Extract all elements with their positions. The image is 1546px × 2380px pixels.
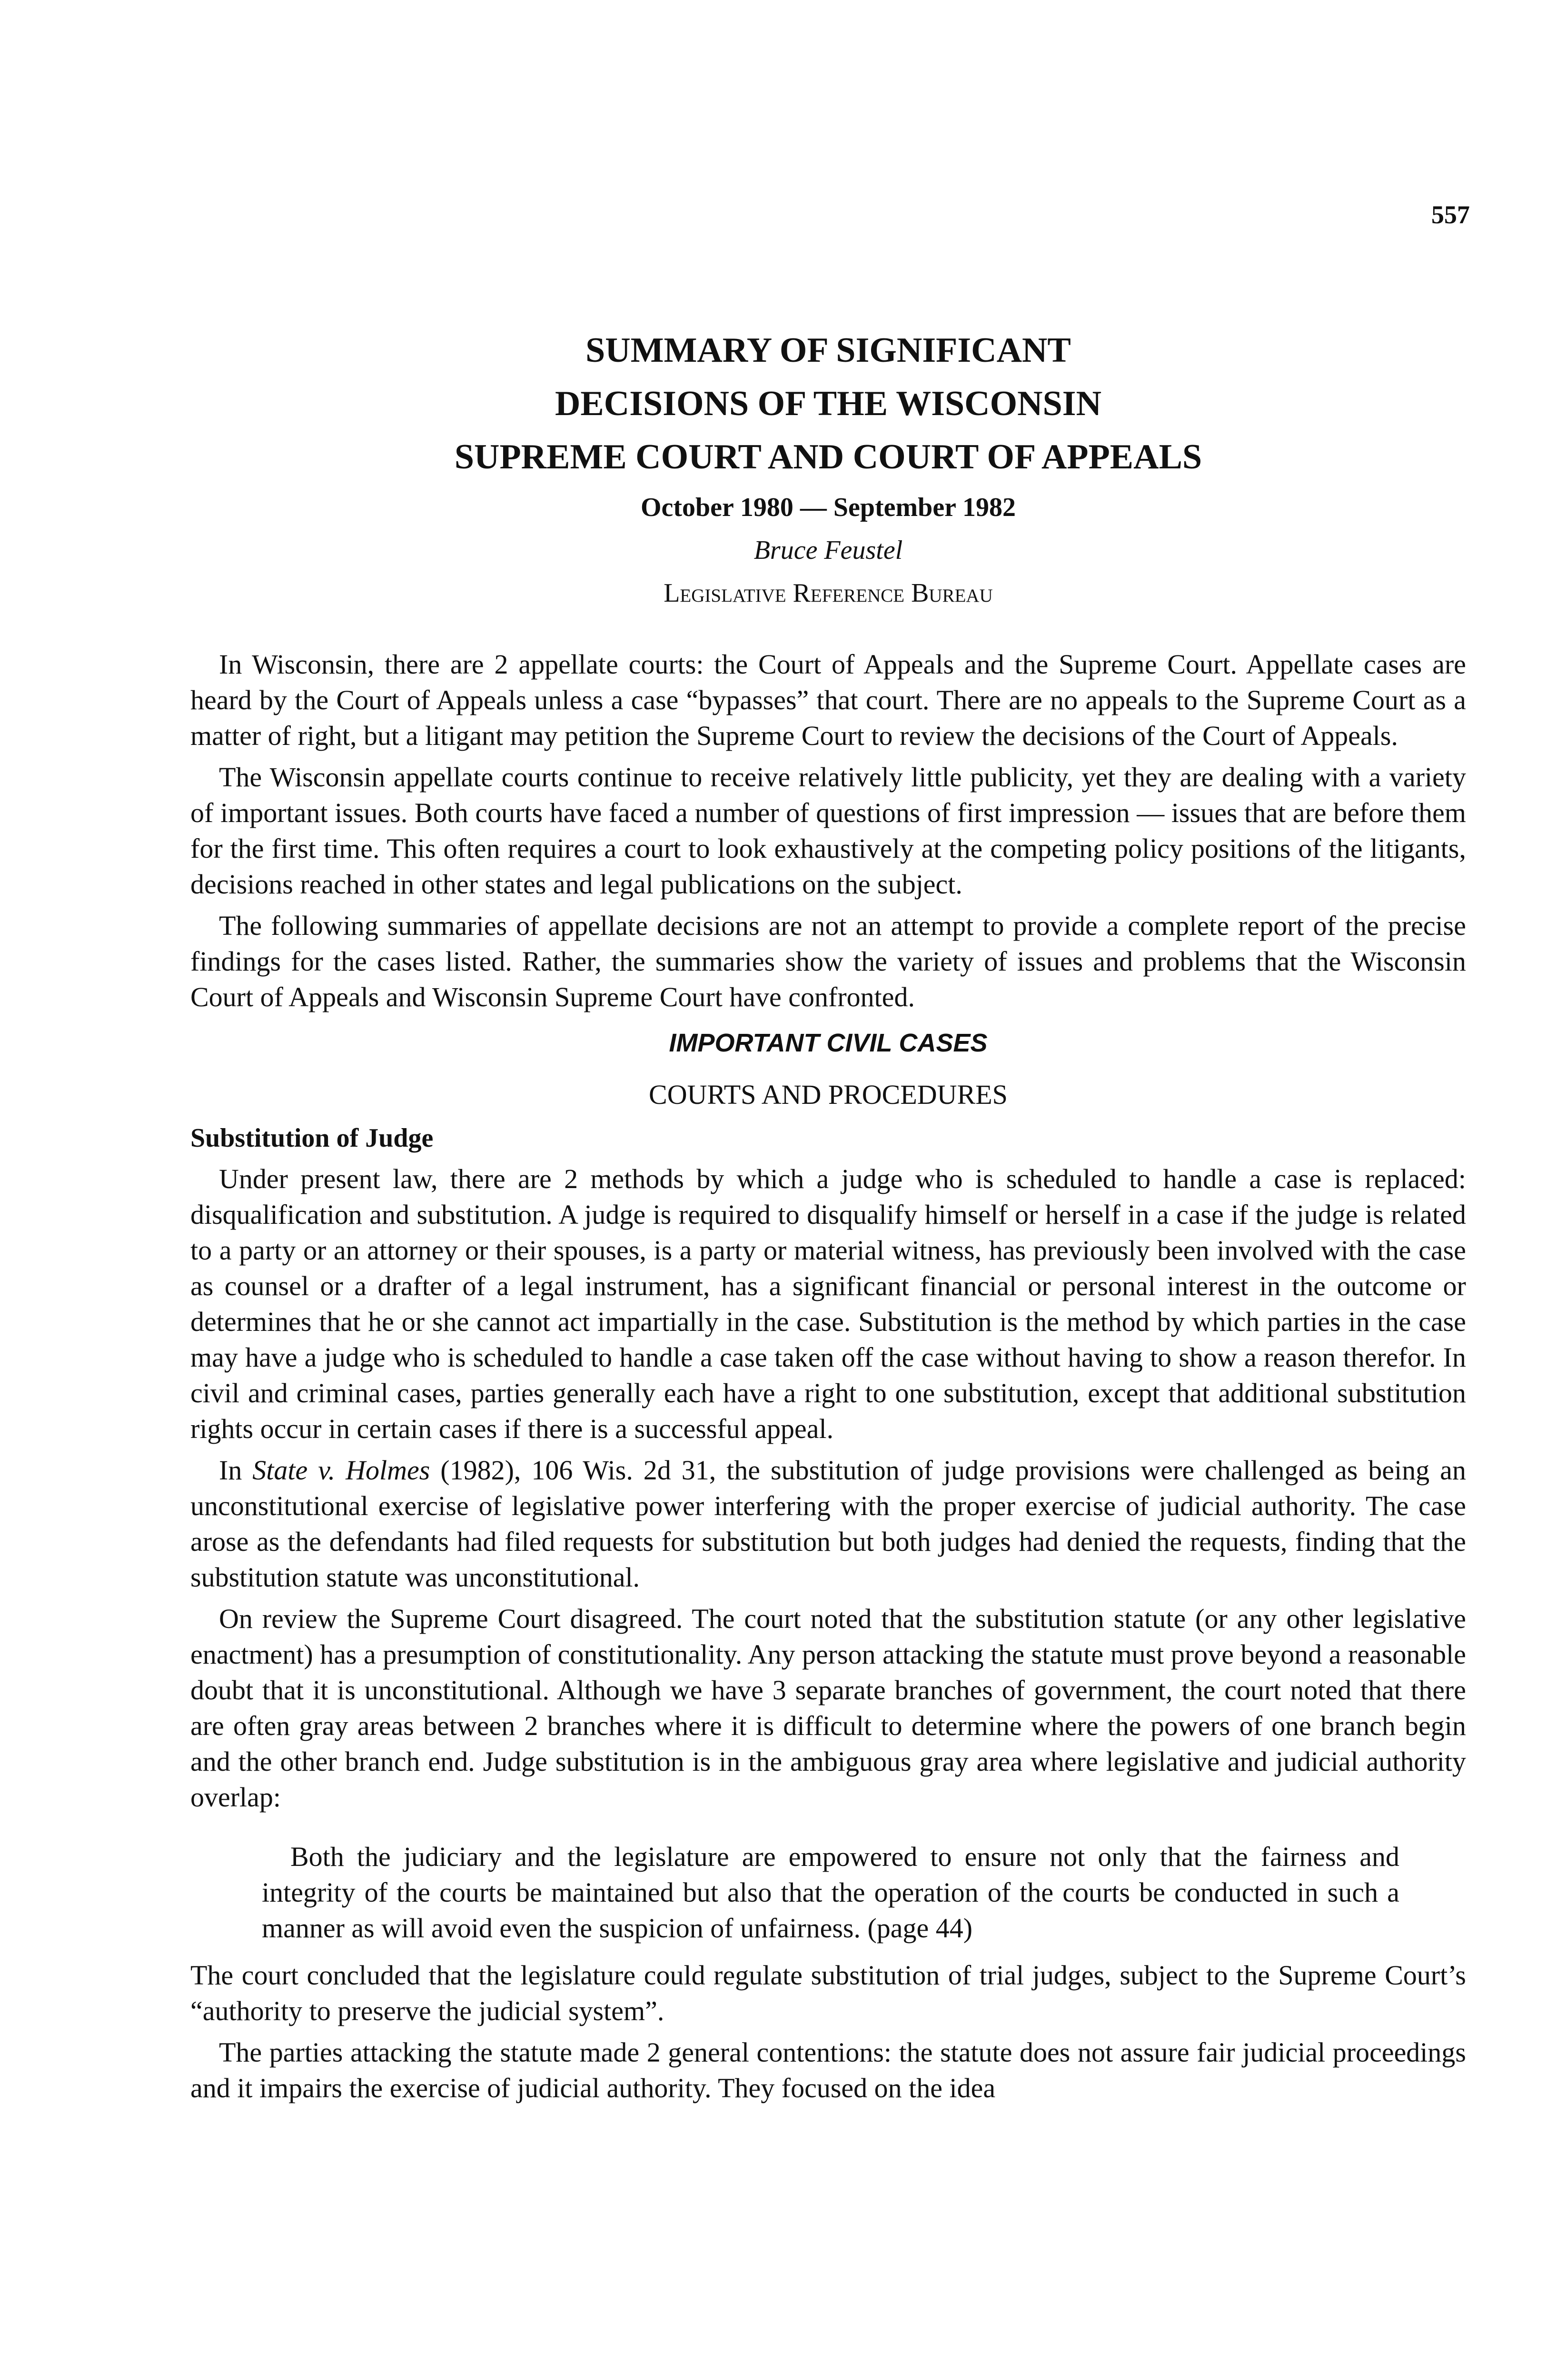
subsection-heading: COURTS AND PROCEDURES <box>649 1079 1008 1110</box>
body-paragraph-3: On review the Supreme Court disagreed. The court noted that the substitution statute (or any other legislative enactment) has a presumption of constitutionality. Any person attacking the statute must prove beyond a reasonable doubt that it is unconstitutional. Although we have 3 separate branches of government, the court noted that there are often gray areas between 2 branches where it is difficult to determine where the powers of one branch begin and the other branch end. Judge substitution is in the ambiguous gray area where legislative and judicial authority overlap: <box>190 1603 1466 1813</box>
author: Bruce Feustel <box>753 536 903 565</box>
case-name: State v. Holmes <box>252 1455 430 1486</box>
topic-heading: Substitution of Judge <box>190 1123 434 1153</box>
organization: Legislative Reference Bureau <box>664 578 993 608</box>
page-number: 557 <box>1431 200 1470 229</box>
title-line-2: DECISIONS OF THE WISCONSIN <box>555 384 1102 423</box>
block-quote: Both the judiciary and the legislature are empowered to ensure not only that the fairness and integrity of the courts be maintained but also that the operation of the courts be conducted in such a manner as will avoid even the suspicion of unfairness. (page 44) <box>262 1841 1399 1944</box>
article <box>190 324 1466 2106</box>
body-paragraph-4: The court concluded that the legislature could regulate substitution of trial judges, subject to the Supreme Court’s “authority to preserve the judicial system”. <box>190 1960 1466 2026</box>
title-line-1: SUMMARY OF SIGNIFICANT <box>585 331 1071 370</box>
body-paragraph-5: The parties attacking the statute made 2 general contentions: the statute does not assure fair judicial proceedings and it impairs the exercise of judicial authority. They focused on the idea <box>190 2037 1466 2103</box>
body-paragraph-1: Under present law, there are 2 methods by which a judge who is scheduled to handle a case is replaced: disqualification and substitution. A judge is required to disqualify himself or herself in a case if the judge is related to a party or an attorney or their spouses, is a party or material witness, has previously been involved with the case as counsel or a drafter of a legal instrument, has a significant financial or personal interest in the outcome or determines that he or she cannot act impartially in the case. Substitution is the method by which parties in the case may have a judge who is scheduled to handle a case taken off the case without having to show a reason therefor. In civil and criminal cases, parties generally each have a right to one substitution, except that additional substitution rights occur in certain cases if there is a successful appeal. <box>190 1163 1466 1444</box>
intro-paragraph-1: In Wisconsin, there are 2 appellate courts: the Court of Appeals and the Supreme Court. Appellate cases are heard by the Court of Appeals unless a case “bypasses” that court. There are no appeals to the Supreme Court as a matter of right, but a litigant may petition the Supreme Court to review the decisions of the Court of Appeals. <box>190 649 1466 751</box>
date-range: October 1980 — September 1982 <box>640 493 1016 522</box>
intro-paragraph-3: The following summaries of appellate decisions are not an attempt to provide a complete report of the precise findings for the cases listed. Rather, the summaries show the variety of issues and problems that the Wisconsin Court of Appeals and Wisconsin Supreme Court have confronted. <box>190 910 1466 1012</box>
intro-paragraph-2: The Wisconsin appellate courts continue to receive relatively little publicity, yet they are dealing with a variety of important issues. Both courts have faced a number of questions of first impression — issues that are before them for the first time. This often requires a court to look exhaustively at the competing policy positions of the litigants, decisions reached in other states and legal publications on the subject. <box>190 762 1466 900</box>
section-heading: IMPORTANT CIVIL CASES <box>669 1029 988 1057</box>
body-paragraph-2-prefix: In <box>219 1455 253 1486</box>
body-paragraph-2 <box>190 1452 1466 1595</box>
title-line-3: SUPREME COURT AND COURT OF APPEALS <box>454 437 1202 476</box>
body-paragraph-2-rest: (1982), 106 Wis. 2d 31, the substitution of judge provisions were challenged as being an unconstitutional exercise of legislative power interfering with the proper exercise of judicial authority. The case arose as the defendants had filed requests for substitution but both judges had denied the requests, finding that the substitution statute was unconstitutional. <box>190 1455 1466 1593</box>
